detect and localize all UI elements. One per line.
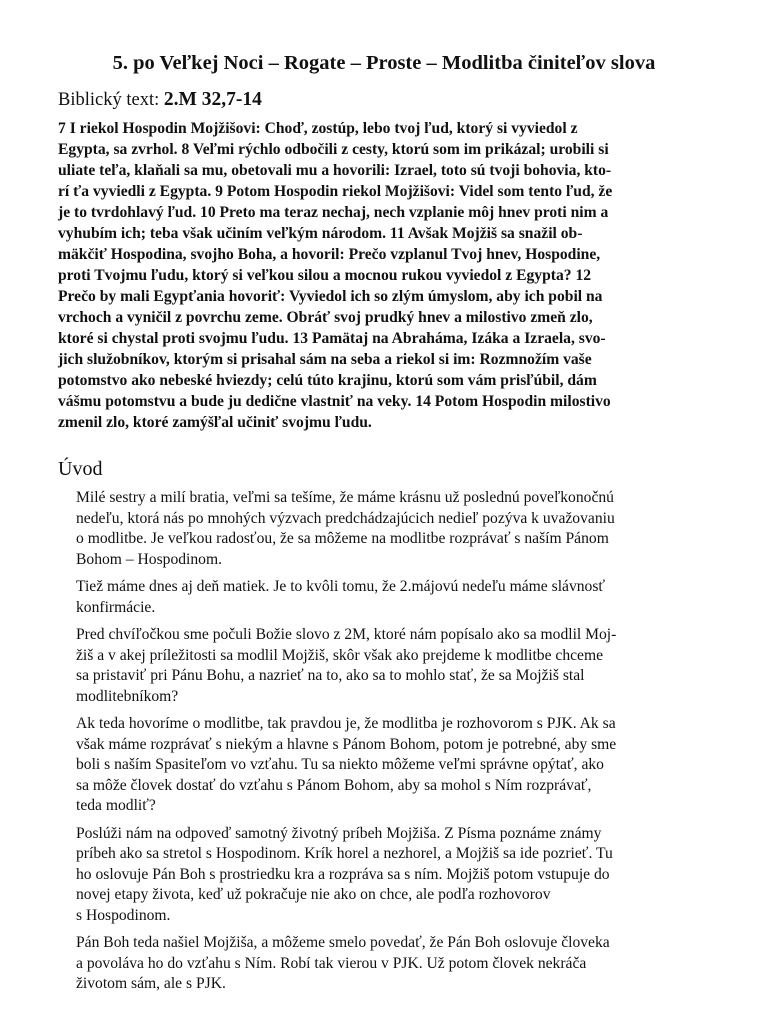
paragraph-line: sa pristaviť pri Pánu Bohu, a nazrieť na to, ako sa to mohlo stať, že sa Mojžiš stal [76,667,585,684]
biblical-text-line [58,88,262,112]
paragraph [76,577,726,618]
paragraph-line: novej etapy života, keď už pokračuje nie ako on chce, ale podľa rozhovorov [76,886,551,903]
scripture-passage [58,118,718,433]
scripture-line: vrchoch a vyničil z povrchu zeme. Obráť svoj prudký hnev a milostivo zmeň zlo, [58,309,593,326]
paragraph-line: Pred chvíľočkou sme počuli Božie slovo z 2M, ktoré nám popísalo ako sa modlil Moj- [76,626,617,643]
paragraph-line: Pán Boh teda našiel Mojžiša, a môžeme smelo povedať, že Pán Boh oslovuje človeka [76,934,610,951]
scripture-line: vášmu potomstvu a bude ju dedične vlastniť na veky. 14 Potom Hospodin milostivo [58,393,611,410]
paragraph-line: a povoláva ho do vzťahu s Ním. Robí tak vierou v PJK. Už potom človek nekráča [76,954,587,972]
paragraph-line: ho oslovuje Pán Boh s prostriedku kra a rozpráva sa s ním. Mojžiš potom vstupuje do [76,865,610,883]
paragraph-line: životom sám, ale s PJK. [76,975,226,992]
paragraph-line: Milé sestry a milí bratia, veľmi sa tešíme, že máme krásnu už poslednú poveľkonočnú [76,489,614,506]
scripture-line: vyhubím ich; teba však učiním veľkým národom. 11 Avšak Mojžiš sa snažil ob- [58,225,583,242]
document-title: 5. po Veľkej Noci – Rogate – Proste – Modlitba činiteľov slova [112,52,656,74]
scripture-line: Prečo by mali Egypťania hovoriť: Vyviedol ich so zlým úmyslom, aby ich pobil na [58,288,603,305]
scripture-line: potomstvo ako nebeské hviezdy; celú túto krajinu, ktorú som vám prisľúbil, dám [58,372,597,389]
scripture-line: proti Tvojmu ľudu, ktorý si veľkou silou a mocnou rukou vyviedol z Egypta? 12 [58,267,592,284]
scripture-line: Egypta, sa zvrhol. 8 Veľmi rýchlo odbočili z cesty, ktorú som im prikázal; urobili si [58,141,609,158]
paragraph-line: Tiež máme dnes aj deň matiek. Je to kvôli tomu, že 2.májovú nedeľu máme slávnosť [76,578,606,595]
scripture-line: rí ťa vyviedli z Egypta. 9 Potom Hospodin riekol Mojžišovi: Videl som tento ľud, že [58,183,613,200]
paragraph-line: konfirmácie. [76,598,156,616]
paragraph [76,824,726,927]
paragraph [76,488,726,570]
biblical-reference: 2.M 32,7-14 [163,89,262,110]
biblical-text-label: Biblický text [58,90,155,110]
paragraph-line: Bohom – Hospodinom. [76,550,222,568]
paragraph-line: Ak teda hovoríme o modlitbe, tak pravdou je, že modlitba je rozhovorom s PJK. Ak sa [76,715,616,732]
paragraph-line: sa môže človek dostať do vzťahu s Pánom Bohom, aby sa mohol s Ním rozprávať, [76,776,592,794]
paragraph-line: s Hospodinom. [76,906,171,924]
paragraph [76,933,726,995]
paragraph-line: Poslúži nám na odpoveď samotný životný príbeh Mojžiša. Z Písma poznáme známy [76,824,602,842]
scripture-line: uliate teľa, klaňali sa mu, obetovali mu a hovorili: Izrael, toto sú tvoji bohovia, kto- [58,162,612,179]
section-heading-uvod: Úvod [58,458,103,480]
scripture-line: ktoré si chystal proti svojmu ľudu. 13 Pamätaj na Abraháma, Izáka a Izraela, svo- [58,330,606,347]
intro-body [76,488,726,1002]
paragraph-line: nedeľu, ktorá nás po mnohých výzvach predchádzajúcich nedieľ pozýva k uvažovaniu [76,509,615,527]
scripture-line: jich služobníkov, ktorým si prisahal sám na seba a riekol si im: Rozmnožím vaše [58,351,592,368]
scripture-line: 7 I riekol Hospodin Mojžišovi: Choď, zostúp, lebo tvoj ľud, ktorý si vyviedol z [58,120,578,137]
paragraph-line: príbeh ako sa stretol s Hospodinom. Krík horel a nezhorel, a Mojžiš sa ide pozrieť. Tu [76,845,613,862]
paragraph [76,625,726,707]
paragraph-line: modlitebníkom? [76,687,179,705]
paragraph-line: boli s naším Spasiteľom vo vzťahu. Tu sa niekto môžeme veľmi správne opýtať, ako [76,756,604,773]
scripture-line: zmenil zlo, ktoré zamýšľal učiniť svojmu ľudu. [58,414,372,431]
paragraph-line: žiš a v akej príležitosti sa modlil Mojžiš, skôr však ako prejdeme k modlitbe chceme [76,646,604,664]
paragraph-line: teda modliť? [76,797,156,814]
biblical-text-colon: : [154,90,160,110]
paragraph-line: o modlitbe. Je veľkou radosťou, že sa môžeme na modlitbe rozprávať s naším Pánom [76,530,609,547]
scripture-line: je to tvrdohlavý ľud. 10 Preto ma teraz nechaj, nech vzplanie môj hnev proti nim a [58,204,609,221]
paragraph [76,714,726,817]
scripture-line: mäkčiť Hospodina, svojho Boha, a hovoril: Prečo vzplanul Tvoj hnev, Hospodine, [58,246,601,263]
paragraph-line: však máme rozprávať s niekým a hlavne s Pánom Bohom, potom je potrebné, aby sme [76,735,617,753]
